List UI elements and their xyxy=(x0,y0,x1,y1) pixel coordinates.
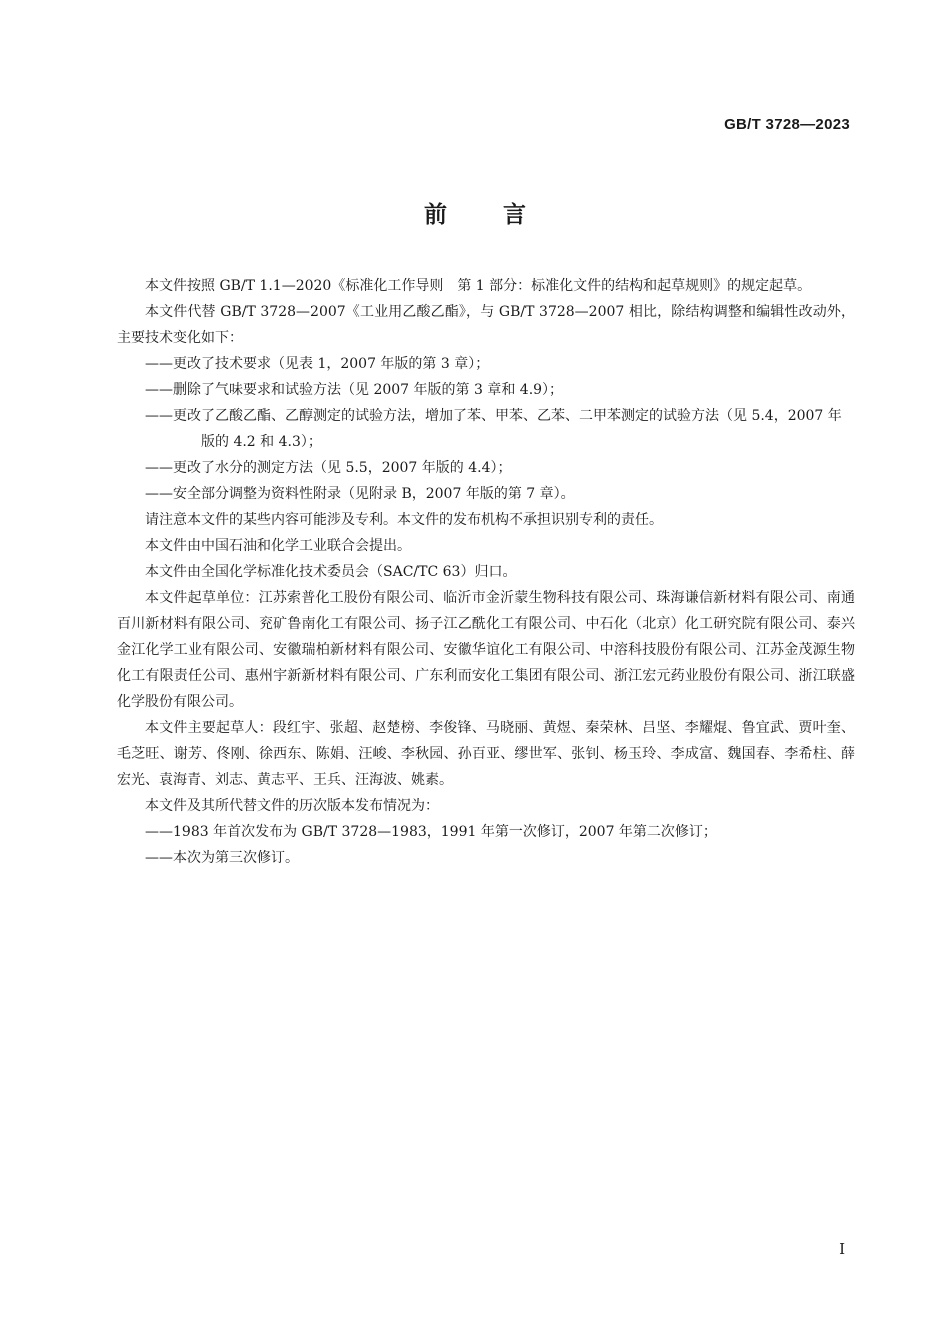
history-item: ——1983 年首次发布为 GB/T 3728—1983，1991 年第一次修订，2007 年第二次修订； xyxy=(145,824,717,840)
page-number: I xyxy=(839,1240,845,1258)
history-item: ——本次为第三次修订。 xyxy=(145,850,299,866)
standard-code: GB/T 3728—2023 xyxy=(724,116,850,133)
paragraph-patent-notice: 请注意本文件的某些内容可能涉及专利。本文件的发布机构不承担识别专利的责任。 xyxy=(145,512,663,528)
change-item: ——更改了乙酸乙酯、乙醇测定的试验方法，增加了苯、甲苯、乙苯、二甲苯测定的试验方法（见 5.4，2007 年版的 4.2 和 4.3）； xyxy=(145,408,842,450)
document-body xyxy=(117,273,855,871)
change-item: ——删除了气味要求和试验方法（见 2007 年版的第 3 章和 4.9）； xyxy=(145,382,564,398)
page-title: 前言 xyxy=(424,202,582,228)
change-item: ——更改了技术要求（见表 1，2007 年版的第 3 章）； xyxy=(145,356,490,372)
change-item: ——更改了水分的测定方法（见 5.5，2007 年版的 4.4）； xyxy=(145,460,512,476)
paragraph-proposer: 本文件由中国石油和化学工业联合会提出。 xyxy=(145,538,411,554)
paragraph-history-intro: 本文件及其所代替文件的历次版本发布情况为： xyxy=(145,798,439,814)
change-item: ——安全部分调整为资料性附录（见附录 B，2007 年版的第 7 章）。 xyxy=(145,486,575,502)
paragraph-drafting-units: 本文件起草单位：江苏索普化工股份有限公司、临沂市金沂蒙生物科技有限公司、珠海谦信新材料有限公司、南通百川新材料有限公司、兖矿鲁南化工有限公司、扬子江乙酰化工有限公司、中石化（北京）化工研究院有限公司、泰兴金江化学工业有限公司、安徽瑞柏新材料有限公司、安徽华谊化工有限公司、中溶科技股份有限公司、江苏金茂源生物化工有限责任公司、惠州宇新新材料有限公司、广东利而安化工集团有限公司、浙江宏元药业股份有限公司、浙江联盛化学股份有限公司。 xyxy=(117,590,855,710)
paragraph-drafters: 本文件主要起草人：段红宇、张超、赵楚榜、李俊锋、马晓丽、黄煜、秦荣林、吕坚、李耀焜、鲁宜武、贾叶奎、毛芝旺、谢芳、佟刚、徐西东、陈娟、汪峻、李秋园、孙百亚、缪世军、张钊、杨玉玲、李成富、魏国春、李希柱、薛宏光、袁海青、刘志、黄志平、王兵、汪海波、姚素。 xyxy=(117,720,855,788)
paragraph-committee: 本文件由全国化学标准化技术委员会（SAC/TC 63）归口。 xyxy=(145,564,517,580)
paragraph-replacement: 本文件代替 GB/T 3728—2007《工业用乙酸乙酯》，与 GB/T 3728—2007 相比，除结构调整和编辑性改动外，主要技术变化如下： xyxy=(117,304,855,346)
paragraph-drafting-basis: 本文件按照 GB/T 1.1—2020《标准化工作导则 第 1 部分：标准化文件的结构和起草规则》的规定起草。 xyxy=(145,278,812,294)
